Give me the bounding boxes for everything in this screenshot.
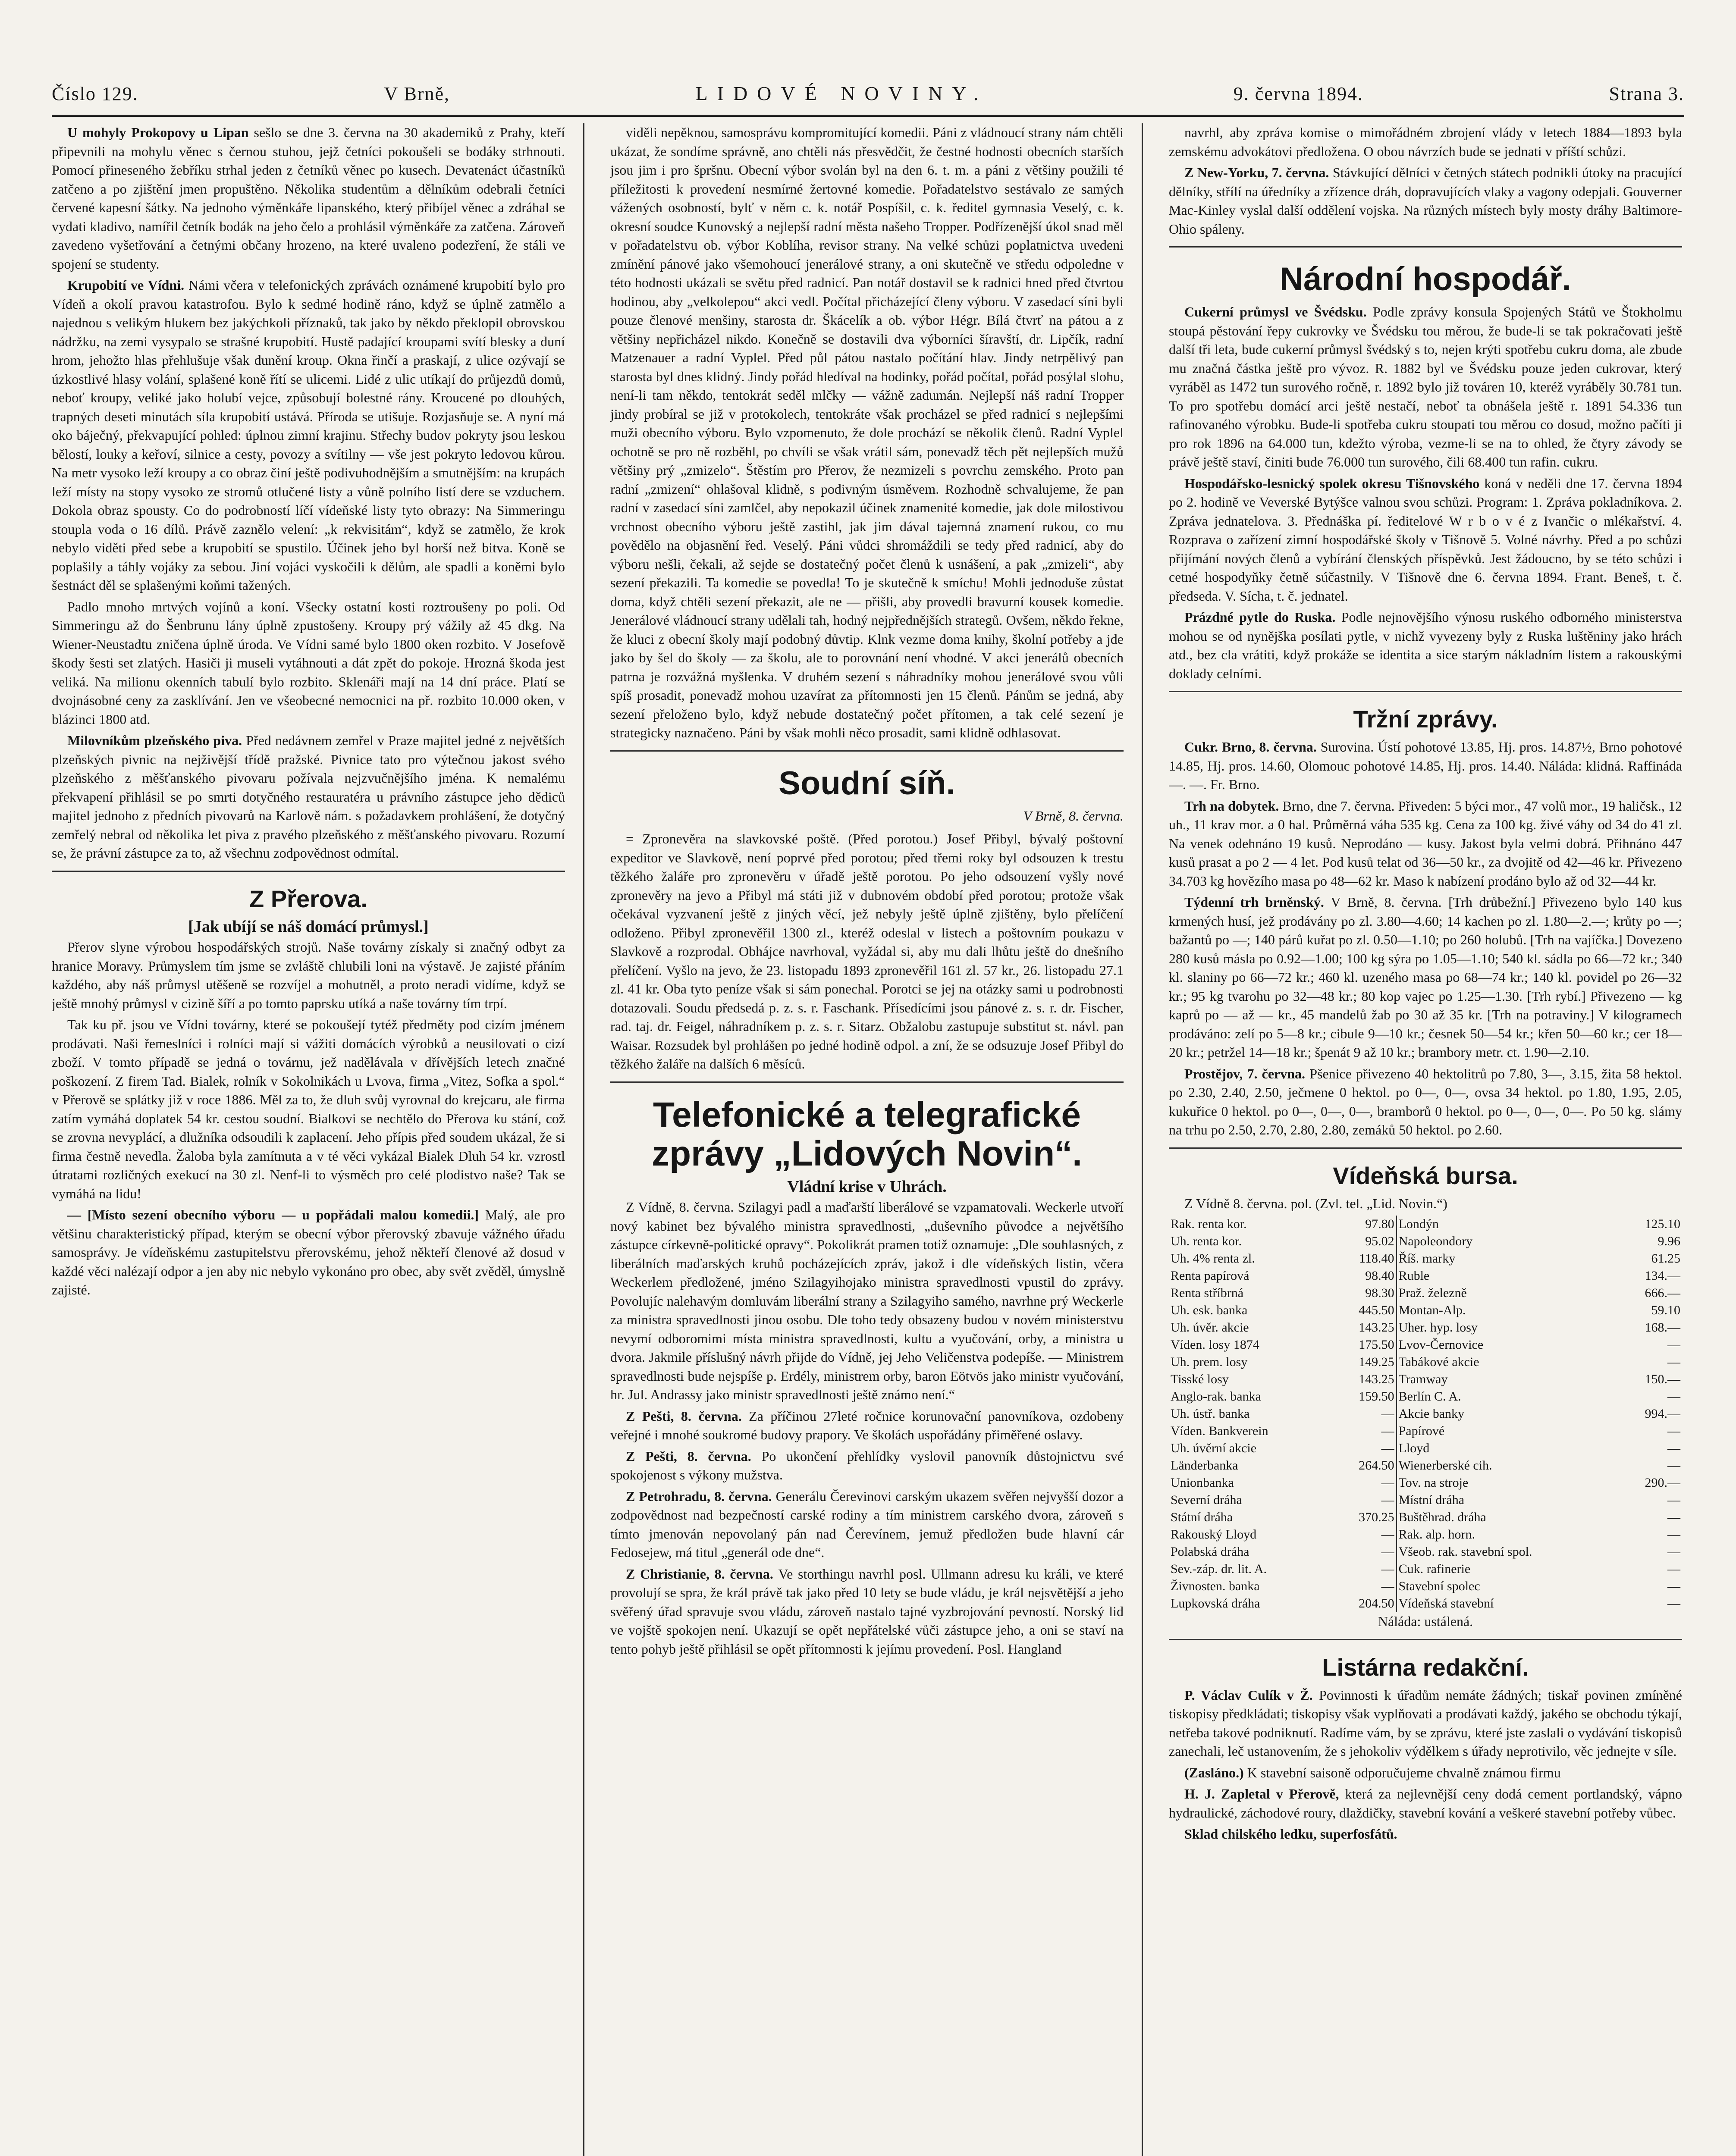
bursa-value: 994.— — [1645, 1407, 1680, 1421]
bursa-value: — — [1667, 1355, 1680, 1369]
section-rule — [1169, 1147, 1682, 1149]
article-paragraph: Krupobití ve Vídni. Námi včera v telefonických zprávách oznámené krupobití bylo pro Vídeň a okolí pravou katastrofou. Bylo k sedmé hodině ráno, když se úplně zatmělo a najednou s velikým hlukem bez jakýchkoli příznaků, tak jako by někdo překlopil obrovskou nádržku, na zemi vysypalo se strašné krupobití. Hustě padající kroupami svítí blesky a duní hrom, jehožto hlas přehlušuje však dunění kroup. Okna řinčí a praskají, z ulice ozývají se úzkostlivé hlasy volání, splašené koně řítí se ulicemi. Lidé z ulic utíkají do průjezdů domů, neboť kroupy, veliké jako holubí vejce, způsobují bolestné rány. Kroucené po dlouhých, trapných deseti minutách síla krupobití ustává. Příroda se utišuje. Rozjasňuje se. A nyní má oko báječný, překvapující pohled: úplnou zimní krajinu. Střechy budov pokryty jsou leskou bělostí, louky a keřoví, silnice a cesty, povozy a svítilny — vše jest pokryto ledovou kůrou. Na metr vysoko leží kroupy a co obraz činí ještě podivuhodnějším a smutnějším: na krupách leží místy na stopy vysoko ze stromů otlučené listy a vůně polního listí dere se vzduchem. Dokola obraz spousty. Co do podrobností líčí vídeňské listy tyto obrazy: Na Simmeringu stoupla voda o 16 dílů. Právě zaznělo velení: „k rekvisitám“, když se zatmělo, že krok nebylo viděti před sebe a krupobití se spustilo. Účinek jeho byl horší než bitva. Koně se poplašily a táhly vojáky za sebou. Jiní vojáci vyskočili k dělům, ale spadli a koněmi bylo šestnáct děl se splašenými koňmi tažených. — [52, 277, 565, 593]
article-paragraph: Prostějov, 7. června. Pšenice přivezeno 40 hektolitrů po 7.80, 3—, 3.15, žita 58 hektol. po 2.30, 2.40, 2.50, ječmene 0 hektol. po 0—, 0—, ovsa 34 hektol. po 1.80, 1.95, 2.05, kukuřice 0 hektol. po 0—, 0—, 0—, bramborů 0 hektol. po 0—, 0—, 0—. Po 50 kg. slámy na trhu po 2.50, 2.70, 2.80, 2.80, zemáků 50 hektol. po 2.60. — [1169, 1065, 1682, 1138]
column-divider — [1142, 123, 1143, 2156]
bursa-row — [1169, 1233, 1682, 1250]
bursa-name: Státní dráha — [1171, 1510, 1233, 1524]
section-rule — [1169, 691, 1682, 692]
bursa-row — [1169, 1492, 1682, 1509]
bursa-value: — — [1667, 1458, 1680, 1473]
article-lead: Z Christianie, 8. června. — [626, 1566, 779, 1582]
bursa-row — [1169, 1405, 1682, 1423]
masthead — [52, 82, 1684, 112]
bursa-value: — — [1333, 1561, 1397, 1578]
section-subheading: Vládní krise v Uhrách. — [787, 1177, 947, 1196]
bursa-name: Akcie banky — [1398, 1407, 1465, 1421]
article-paragraph: H. J. Zapletal v Přerově, která za nejlevnější ceny dodá cement portlandský, vápno hydraulické, záchodové roury, dlaždičky, stavební kování a veškeré stavební potřeby vůbec. — [1169, 1786, 1682, 1821]
bursa-name: Unionbanka — [1171, 1476, 1234, 1490]
dateline: V Brně, 8. června. — [1023, 808, 1124, 824]
bursa-row — [1169, 1578, 1682, 1595]
bursa-name: Rak. alp. horn. — [1398, 1527, 1475, 1542]
bursa-name: Vídeňská stavební — [1398, 1596, 1494, 1611]
article-lead: Trh na dobytek. — [1184, 798, 1283, 814]
article-lead: U mohyly Prokopovy u Lipan — [67, 125, 254, 140]
article-paragraph: P. Václav Culík v Ž. Povinnosti k úřadům nemáte žádných; tiskař povinen zmíněné tiskopisy předkládati; tiskopisy však vyplňovati a prodávati každý, jakého se obchodu týkají, netřeba takové podniknutí. Radíme vám, by se zprávu, které jste zaslali o vydávání tiskopisů zanechali, leč ustanovením, že s jehokoliv výdělkem s úřady neprotivilo, věc jednejte v síle. — [1169, 1687, 1682, 1759]
article-paragraph: Z Pešti, 8. června. Po ukončení přehlídky vyslovil panovník důstojnictvu své spokojenost s výkony mužstva. — [610, 1448, 1124, 1482]
bursa-name: Buštěhrad. dráha — [1398, 1510, 1486, 1524]
article-paragraph: Milovníkům plzeňského piva. Před nedávnem zemřel v Praze majitel jedné z největších plzeňských pivnic na nejživější třídě pražské. Pivnice tato pro výtečnou jakost svého plzeňského z měšťanského pivovaru požívala nejzvučnějšího jména. K nemalému překvapení přihlásil se po smrti dotyčného restauratéra u právního zástupce jeho dědiců majitel jednoho z předních pivovarů na Karlově nám. s požadavkem prohlášení, že dotyčný zemřelý nebral od několika let piva z pravého plzeňského z měšťanského pivovaru. Rozumí se, že právní zástupce za to, až všechnu zodpovědnost odmítal. — [52, 733, 565, 861]
bursa-row — [1169, 1285, 1682, 1302]
bursa-name: Länderbanka — [1171, 1458, 1238, 1473]
bursa-name: Rakouský Lloyd — [1171, 1527, 1257, 1542]
bursa-name: Uh. prem. losy — [1171, 1355, 1248, 1369]
article-lead: Cukerní průmysl ve Švédsku. — [1184, 304, 1373, 320]
bursa-value: — — [1667, 1510, 1680, 1524]
article-paragraph: Přerov slyne výrobou hospodářských strojů. Naše továrny získaly si značný odbyt za hranice Moravy. Průmyslem tím jsme se zvláště chlubili loni na výstavě. Je zajisté přáním každého, aby náš průmysl utěšeně se rozvíjel a mohutněl, a proto neradi vidíme, když se ještě mnohý průmysl v cizině šíří a po tomto paprsku utíká a naše továrny tím trpí. — [52, 939, 565, 1011]
header-rule — [52, 115, 1684, 117]
section-heading: Vídeňská bursa. — [1333, 1162, 1518, 1189]
bursa-name: Tramway — [1398, 1372, 1448, 1386]
section-rule — [610, 750, 1124, 752]
article-paragraph: Prázdné pytle do Ruska. Podle nejnovějšího výnosu ruského odborného ministerstva mohou se od nynějška posílati pytle, v nichž vyvezeny byly z Ruska luštěniny jako hrách atd., bez cla vrátiti, když prokáže se identita a sice starým nákladním listem a rakouskými doklady celními. — [1169, 609, 1682, 681]
bursa-name: Tov. na stroje — [1398, 1476, 1469, 1490]
section-subheading: [Jak ubíjí se náš domácí průmysl.] — [188, 917, 429, 936]
section-rule — [610, 1081, 1124, 1083]
article-lead: H. J. Zapletal v Přerově, — [1184, 1786, 1345, 1802]
bursa-name: Cuk. rafinerie — [1398, 1562, 1471, 1576]
bursa-name: Víden. Bankverein — [1171, 1424, 1268, 1438]
article-paragraph: Padlo mnoho mrtvých vojínů a koní. Všecky ostatní kosti roztroušeny po poli. Od Simmeringu až do Šenbrunu lány úplně zpustošeny. Kroupy prý vážily až 45 dkg. Na Wiener-Neustadtu zničena úplně úroda. Ve Vídni samé bylo 1800 oken rozbito. V Josefově škody šesti set zlatých. Hasiči ji museli vytáhnouti a dát zpět do pokoje. Hrozná škoda jest veliká. Na milionu okenních tabulí bylo rozbito. Sklenáři mají na 14 dní práce. Platí se dvojnásobné ceny za zasklívání. Jen ve všeobecné nemocnici na př. rozbito 10.000 oken, v blázinci 1800 atd. — [52, 599, 565, 727]
bursa-value: 59.10 — [1651, 1303, 1680, 1317]
bursa-name: Sev.-záp. dr. lit. A. — [1171, 1562, 1267, 1576]
bursa-name: Renta papírová — [1171, 1269, 1249, 1283]
article-lead: Prázdné pytle do Ruska. — [1184, 609, 1341, 625]
bursa-name: Montan-Alp. — [1398, 1303, 1466, 1317]
article-paragraph: = Zpronevěra na slavkovské poště. (Před porotou.) Josef Přibyl, bývalý poštovní expeditor ve Slavkově, není poprvé před porotou; před třemi roky byl odsouzen k trestu těžkého žaláře pro zpronevěru v úřadě ještě porotou. Po jeho odsouzení vyšly nové zpronevěry na jevo a Přibyl má státi již v dubnovém období před porotou; protože však očekával vyzvanení ještě z jiných věcí, jež nebyly ještě úplně zjištěny, bylo přelíčení odloženo. Přibyl zpronevěřil 1300 zl., kteréž odeslal v listech a poštovním poukazu v Slavkově a rozprodal. Obhájce navrhoval, vyžádal si, aby mu dali lhůtu ještě do dnešního přelíčení. Vyšlo na jevo, že 23. listopadu 1893 zpronevěřil 161 zl. 57 kr., 26. listopadu 27.1 zl. 41 kr. Oba tyto peníze však si sám ponechal. Porotci se jej na otázky sami u podrobnosti dotazovali. Soudu předsedá p. z. s. r. Faschank. Přísedícími jsou pánové z. s. r. dr. Fischer, rad. taj. dr. Feigel, náhradníkem p. z. s. r. Sitarz. Obžalobu zastupuje substitut st. návl. pan Waisar. Rozsudek byl prohlášen po jedné hodině odpol. a zní, že se odsuzuje Josef Přibyl do těžkého žaláře na dalších 6 měsíců. — [610, 831, 1124, 1072]
bursa-value: 98.40 — [1333, 1267, 1397, 1285]
article-lead: Krupobití ve Vídni. — [67, 277, 189, 293]
bursa-value: 175.50 — [1333, 1336, 1397, 1354]
bursa-value: 98.30 — [1333, 1285, 1397, 1302]
bursa-name: Berlín C. A. — [1398, 1389, 1461, 1404]
bursa-value: 290.— — [1645, 1476, 1680, 1490]
bursa-row — [1169, 1474, 1682, 1492]
bursa-row — [1169, 1319, 1682, 1336]
article-lead: Týdenní trh brněnský. — [1184, 894, 1331, 910]
bursa-value: 666.— — [1645, 1286, 1680, 1300]
article-paragraph: Z Pešti, 8. června. Za příčinou 27leté ročnice korunovační panovníkova, ozdobeny veřejné i mnohé soukromé budovy prapory. Ve školách uspořádány přiměřené oslavy. — [610, 1408, 1124, 1442]
bursa-value: 150.— — [1645, 1372, 1680, 1386]
bursa-value: — — [1333, 1526, 1397, 1543]
section-heading: Telefonické a telegrafické zprávy „Lidových Novin“. — [652, 1095, 1082, 1173]
bursa-name: Uh. úvěr. akcie — [1171, 1320, 1249, 1335]
bursa-name: Londýn — [1398, 1217, 1439, 1231]
bursa-value: — — [1667, 1545, 1680, 1559]
bursa-row — [1169, 1388, 1682, 1405]
bursa-row — [1169, 1302, 1682, 1319]
article-paragraph: Cukerní průmysl ve Švédsku. Podle zprávy konsula Spojených Států ve Štokholmu stoupá pěstování řepy cukrovky ve Švédsku tou měrou, že bude-li se tak pokračovati ještě další tři leta, bude cukerní průmysl švédský s to, nejen krýti spotřebu cukru doma, ale zbude mu značná částka ještě pro vývoz. R. 1882 byl ve Švédsku pouze jeden cukrovar, který vyráběl as 1472 tun surového ročně, r. 1892 bylo již továren 10, kteréž vyráběly 30.781 tun. To pro spotřebu domácí arci ještě nestačí, neboť ta obnášela ještě r. 1891 54.336 tun rafinovaného výrobku. Bude-li spotřeba cukru stoupati tou měrou co dosud, možno pačíti ji pro rok 1896 na 64.000 tun, kdežto výroba, vezme-li se na to ohled, že čtyry závody se právě ještě staví, činiti bude 76.000 tun surového, čili 68.400 tun rafin. cukru. — [1169, 304, 1682, 470]
article-paragraph: Z Vídně, 8. června. Szilagyi padl a maďarští liberálové se vzpamatovali. Weckerle utvoří nový kabinet bez bývalého ministra spravedlnosti, „duševního původce a největšího zástupce církevně-politické opravy“. Pokolikrát pramen totiž oznamuje: „Dle souhlasných, z liberálních maďarských kruhů pocházejících zpráv, jakož i dle vídeňských listin, včera Weckerlem předložené, jméno Szilagyihojako ministra spravedlnosti vpustil do zprávy. Povolujíc nalehavým domluvám liberální strany a Szilagyiho samého, navrhne prý Weckerle za ministra spravedlnosti jinou osobu. Dle toho tedy obsazeny budou v novém ministerstvu nevymí odboromimi místa ministra spravedlnosti, kultu a vyučování, orby, a ministra u dvora. Jakmile příslušný návrh přijde do Vídně, jej Jeho Veličenstva podepíše. — Ministrem spravedlnosti bude nejspíše p. Erdély, ministrem orby, baron Eötvös jako ministr vyučování, hr. Jul. Andrassy jako ministr spravedlnosti ještě známo není.“ — [610, 1199, 1124, 1402]
column-divider — [583, 123, 584, 2156]
bursa-name: Renta stříbrná — [1171, 1286, 1244, 1300]
bursa-name: Rak. renta kor. — [1171, 1217, 1247, 1231]
issue-date: 9. června 1894. — [1233, 83, 1363, 104]
bursa-row — [1169, 1216, 1682, 1233]
bursa-row — [1169, 1354, 1682, 1371]
bursa-name: Víden. losy 1874 — [1171, 1338, 1259, 1352]
article-lead: — [Místo sezení obecního výboru — u popřádali malou komedii.] — [67, 1207, 485, 1222]
bursa-row — [1169, 1543, 1682, 1561]
bursa-name: Říš. marky — [1398, 1251, 1456, 1266]
section-heading: Soudní síň. — [779, 765, 955, 802]
bursa-name: Místní dráha — [1398, 1493, 1465, 1507]
article-lead: P. Václav Culík v Ž. — [1184, 1687, 1319, 1703]
bursa-value: — — [1667, 1527, 1680, 1542]
article-lead: Z Pešti, 8. června. — [626, 1408, 749, 1424]
article-paragraph: Týdenní trh brněnský. V Brně, 8. června. [Trh drůbežní.] Přivezeno bylo 140 kus krmených husí, jež prodávány po zl. 3.80—4.60; 14 kachen po zl. 1.80—2.—; krůty po —; bažantů po —; 140 párů kuřat po zl. 0.50—1.10; po 260 holubů. [Trh na vajíčka.] Dovezeno 280 kusů másla po 0.92—1.00; 100 kg sýra po 1.05—1.10; 540 kl. sádla po 66—72 kr.; 340 kl. slaniny po 66—72 kr.; 460 kl. uzeného masa po 68—74 kr.; 140 kl. povidel po 26—32 kr.; 95 kg tvarohu po 32—48 kr.; 80 kop vajec po 1.25—1.30. [Trh rybí.] Přivezeno — kg kaprů po — až — kr., 45 mandelů žab po 30 až 35 kr. [Trh na potraviny.] V kilogramech prodáváno: zelí po 5—8 kr.; cibule 9—10 kr.; česnek 50—54 kr.; křen 50—60 kr.; cer 18—20 kr.; petržel 14—18 kr.; špenát 9 až 10 kr.; brambory metr. ct. 1.90—2.10. — [1169, 894, 1682, 1060]
bursa-name: Tisské losy — [1171, 1372, 1229, 1386]
bursa-value: — — [1333, 1543, 1397, 1561]
bursa-name: Lloyd — [1398, 1441, 1430, 1455]
article-paragraph: — [Místo sezení obecního výboru — u popřádali malou komedii.] Malý, ale pro většinu charakteristický případ, kterým se obecní výbor přerovský zbavuje vážného úřadu samosprávy. Je vídeňskému zastupitelstvu přerovskému, jehož někteří členové až dosud v každé věci nalézají odpor a jen aby nic nebylo vykonáno pro obec, aby svět zvěděl, úmyslně zajisté. — [52, 1207, 565, 1297]
article-paragraph: Z New-Yorku, 7. června. Stávkující dělníci v četných státech podnikli útoky na pracující dělníky, střílí na úředníky a zřízence dráh, dopravujících vlaky a vagony odepjali. Gouverner Mac-Kinley vyslal další oddělení vojska. Na různých místech byly mosty dráhy Baltimore-Ohio spáleny. — [1169, 165, 1682, 237]
bursa-row — [1169, 1250, 1682, 1267]
bursa-value: — — [1333, 1405, 1397, 1423]
bursa-name: Papírové — [1398, 1424, 1445, 1438]
bursa-value: 168.— — [1645, 1320, 1680, 1335]
column-2 — [610, 123, 1124, 2156]
bursa-value: 61.25 — [1651, 1251, 1680, 1266]
bursa-value: 118.40 — [1333, 1250, 1397, 1267]
article-paragraph: Tak ku př. jsou ve Vídni továrny, které se pokoušejí tytéž předměty pod cizím jménem prodávati. Naši řemeslníci i rolníci mají si vážiti domácích výrobků a neusilovati o cizí zboží. V tomto případě se jedná o továrnu, jež nadělávala v dřívějších letech značné poškození. Z firem Tad. Bialek, rolník v Sokolnikách u Lvova, firma „Vitez, Sofka a spol.“ v Přerově se splátky již v roce 1886. Měl za to, že dluh svůj vyrovnal do krejcaru, ale firma zatím vymáhá doplatek 54 kr. cestou soudní. Bialkovi se nechtělo do Přerova ku stání, což se zrovna nevyplácí, a dlužníka odsoudili k zaplacení. Jeho přípis před soudem ukázal, že si firma čestně nevedla. Žaloba byla zamítnuta a v té věci vykázal Bialek Dluh 54 kr. vzrostl útratami rozličných exekucí na 30 zl. Nenf-li to výsměch pro celé plodistvo naše? Tak se vymáhá na lidu! — [52, 1017, 565, 1201]
bursa-name: Všeob. rak. stavební spol. — [1398, 1545, 1532, 1559]
bursa-name: Lupkovská dráha — [1171, 1596, 1260, 1611]
article-lead: Z Pešti, 8. června. — [626, 1448, 762, 1464]
bursa-name: Stavební spolec — [1398, 1579, 1480, 1593]
section-heading: Národní hospodář. — [1280, 261, 1571, 298]
bursa-name: Tabákové akcie — [1398, 1355, 1479, 1369]
bursa-value: 264.50 — [1333, 1457, 1397, 1474]
section-rule — [1169, 1639, 1682, 1640]
page-number: Strana 3. — [1609, 83, 1684, 104]
article-lead: Milovníkům plzeňského piva. — [67, 733, 246, 748]
bursa-value: — — [1667, 1596, 1680, 1611]
article-paragraph: Trh na dobytek. Brno, dne 7. června. Přiveden: 5 býci mor., 47 volů mor., 19 haličsk., 12 uh., 11 krav mor. a 0 hal. Průměrná váha 535 kg. Cena za 100 kg. živé váhy od 34 do 41 zl. Na venek odehnáno 19 kusů. Neprodáno — kusy. Jakost byla velmi dobrá. Přihnáno 447 kusů prasat a po 2 — 4 let. Pod kusů telat od 36—50 kr., za dvojitě od 42—46 kr. Přivezeno 34.703 kg hovězího masa po 48—62 kr. Maso k nabízení prodáno bylo až od 32—44 kr. — [1169, 798, 1682, 889]
bursa-value: 143.25 — [1333, 1319, 1397, 1336]
bursa-value: 204.50 — [1333, 1595, 1397, 1612]
bursa-row — [1169, 1526, 1682, 1543]
bursa-value: — — [1667, 1441, 1680, 1455]
bursa-value: — — [1667, 1424, 1680, 1438]
bursa-value: — — [1667, 1493, 1680, 1507]
article-paragraph: Z Christianie, 8. června. Ve storthingu navrhl posl. Ullmann adresu ku králi, ve které provolují se spra, že král právě tak jako před 10 lety se bude vládu, je král nejsvětější a jeho svěřený úřad spravuje svou vládu, zároveň nastalo tajné vyzbrojování pevností. Norský lid ve vojště spokojen není. Ukazují se opět nepřátelské vůči zástupce jeho, a oni se staví na tento pohyb ještě přihlásil se opět přítomnosti k jejímu provedení. Posl. Hangland — [610, 1566, 1124, 1657]
bursa-value: — — [1333, 1474, 1397, 1492]
bursa-name: Anglo-rak. banka — [1171, 1389, 1261, 1404]
bursa-value: — — [1333, 1423, 1397, 1440]
bursa-name: Wienerberské cih. — [1398, 1458, 1492, 1473]
article-paragraph: Cukr. Brno, 8. června. Surovina. Ústí pohotové 13.85, Hj. pros. 14.87½, Brno pohotové 14.85, Hj. pros. 14.60, Olomouc pohotové 14.85, Hj. pros. 14.40. Náláda: klidná. Raffináda —. —. Fr. Brno. — [1169, 739, 1682, 792]
bursa-value: — — [1333, 1440, 1397, 1457]
bursa-name: Napoleondory — [1398, 1234, 1473, 1248]
bursa-row — [1169, 1267, 1682, 1285]
newspaper-title: LIDOVÉ NOVINY. — [695, 82, 988, 104]
bursa-value: 445.50 — [1333, 1302, 1397, 1319]
bursa-name: Uh. ústř. banka — [1171, 1407, 1250, 1421]
article-lead: (Zasláno.) — [1184, 1764, 1247, 1780]
bursa-name: Živnosten. banka — [1171, 1579, 1260, 1593]
bursa-row — [1169, 1371, 1682, 1388]
section-heading: Listárna redakční. — [1322, 1653, 1529, 1681]
bursa-row — [1169, 1509, 1682, 1526]
bursa-name: Ruble — [1398, 1269, 1430, 1283]
bursa-mood: Náláda: ustálená. — [1378, 1614, 1473, 1629]
bursa-name: Polabská dráha — [1171, 1545, 1249, 1559]
section-heading: Tržní zprávy. — [1353, 705, 1498, 733]
bursa-value: 97.80 — [1333, 1216, 1397, 1233]
column-3 — [1169, 123, 1682, 2156]
bursa-row — [1169, 1440, 1682, 1457]
bursa-value: 149.25 — [1333, 1354, 1397, 1371]
bursa-name: Praž. železně — [1398, 1286, 1467, 1300]
article-paragraph: U mohyly Prokopovy u Lipan sešlo se dne 3. června na 30 akademiků z Prahy, kteří připevnili na mohylu věnec s černou stuhou, jejž četníci pokoušeli se bodáky strhnouti. Pomocí přineseného žebříku strhal jeden z četníků věnec po kusech. Devatenáct účastníků zatčeno a po zjištění jmen propuštěno. Několika studentům a dělníkům odebrali četníci červené kapesní šátky. Na jednoho výměnkáře lipanského, který přibíjel věnec a zdráhal se vydati kladivo, namířil četník bodák na jeho čelo a prohlásil výměnkáře za zatčena. Zároveň zavedeno vyšetřování a četnými občany hrozeno, na které uvaleno podezření, že stáli ve spojení se studenty. — [52, 125, 565, 272]
article-lead: Prostějov, 7. června. — [1184, 1065, 1310, 1081]
article-lead: Z Petrohradu, 8. června. — [626, 1488, 776, 1504]
bursa-name: Uh. 4% renta zl. — [1171, 1251, 1255, 1266]
bursa-value: — — [1667, 1562, 1680, 1576]
bursa-value: 143.25 — [1333, 1371, 1397, 1388]
bursa-name: Uher. hyp. losy — [1398, 1320, 1478, 1335]
bursa-name: Uh. úvěrní akcie — [1171, 1441, 1257, 1455]
bursa-value: — — [1333, 1492, 1397, 1509]
section-heading: Z Přerova. — [249, 885, 367, 912]
bursa-value: 125.10 — [1645, 1217, 1680, 1231]
issue-number: Číslo 129. — [52, 83, 138, 104]
bursa-table — [1169, 1216, 1682, 1612]
section-rule — [52, 871, 565, 872]
article-paragraph: viděli nepěknou, samosprávu kompromitující komedii. Páni z vládnoucí strany nám chtěli ukázat, že sondíme správně, ano chtěli nás přesvědčit, že čestné hodnosti obecních starších jsou jim i pro špršnu. Obecní výbor svolán byl na den 6. t. m. a páni z většiny použili té příležitosti k provedení nesmírné žertovné komedie. Pořadatelstvo sestávalo ze samých vážených osobností, bylť v něm c. k. notář Pospíšil, c. k. ředitel gymnasia Veselý, c. k. okresní soudce Kunovský a nejlepší radní města našeho Tropper. Podřízenější úkol snad měl v pořadatelstvu ob. výbor Koblíha, revisor strany. Na velké schůzi poplatnictva uvedeni zmínění pánové jako všemohoucí jenerálové strany, a oni skutečně ve středu odpoledne v této hodnosti ukázali se světu před radnicí. Pan notář dostavil se k radnici hned před čtvrtou hodinou, aby „velkolepou“ akci vedl. Počítal přicházející členy výboru. V zasedací síni byli pouze členové menšiny, starosta dr. Škácelík a ob. výbor Hégr. Bílá čtvrť na pátou a z většiny nepřicházel nikdo. Konečně se dostavili dva výborníci šíravští, dr. Lipčík, radní Matzenauer a radní Vyplel. Před půl pátou nastalo počítání hlav. Jindy netrpělivý pan starosta byl dnes klidný. Jindy pořád hledíval na hodinky, pořád počítal, pořád posýlal slohu, není-li tam někdo, tentokrát seděl mlčky — vážně zadumán. Nejlepší náš radní Tropper jindy probíral se již v protokolech, tentokráte však procházel se před radnicí s nejlepšími muži obecního výboru. Bylo vzpomenuto, že dole prochází se několik členů. Radní Vyplel ochotně se pro ně rozběhl, po chvíli se však vrátil sám, ponevadž těch pět nejlepších mužů většiny prý „zmizelo“. Štěstím pro Přerov, že nezmizeli s povrchu zemského. Proto pan radní „zmizení“ ohlašoval klidně, s podivným úsměvem. Rozhodně schvalujeme, že pan radní v zasedací síni zamlčel, aby nepokazil účinek znamenité komedie, jak dole milostivou vrchnost obecního výboru ještě zastihl, jak jim dával tajemná znamení rukou, co mu povědělo na objasnění řed. Veselý. Páni vůdci shromáždili se tedy před radnicí, aby do výboru nešli, čekali, až sejde se dostatečný počet členů k usnášení, a pak „zmizeli“, aby sezení překazili. Ta komedie se povedla! To je skutečně k smíchu! Mohli jednoduše zůstat doma, když chtěli sezení překazit, ale ne — přišli, aby provedli bravurní kousek komedie. Jenerálové vládnoucí strany udělali tah, hodný nejpřednějších strategů. Ovšem, někdo řekne, že kluci z obecní školy mají podobný důvtip. Klnk vezme doma knihy, školní potřeby a jde jako by šel do školy — za školu, ale to porovnání není vhodné. V akci jenerálů obecních patrna je rozvážná myšlenka. V druhém sezení s náhradníky mohou jenerálové svou vůli spíš prosadit, ponevadž mohou uzavírat za přítomnosti jen 15 členů. Pánům se jedná, aby sezení přeloženo bylo, když nebude dostatečný počet přítomen, a tak celé sezení je strategicky naznačeno. Páni by však mohli něco prosadit, sami klidně odhlasovat. — [610, 125, 1124, 740]
article-paragraph — [1169, 1825, 1682, 1844]
article-paragraph: Z Vídně 8. června. pol. (Zvl. tel. „Lid. Novin.“) — [1184, 1195, 1447, 1211]
bursa-name: Severní dráha — [1171, 1493, 1242, 1507]
bursa-value: 370.25 — [1333, 1509, 1397, 1526]
article-paragraph: Z Petrohradu, 8. června. Generálu Čerevinovi carským ukazem svěřen nejvyšší dozor a zodpovědnost nad bezpečností carské rodiny a tím ministrem carského dvora, zároveň s tímto jmenován nepovolaný pán nad Čerevínem, jemuž předložen bude hlavní cár Fedosejew, má titul „generál ode dne“. — [610, 1488, 1124, 1560]
article-lead: Cukr. Brno, 8. června. — [1184, 739, 1321, 755]
bursa-name: Uh. esk. banka — [1171, 1303, 1248, 1317]
bursa-value: — — [1667, 1389, 1680, 1404]
bursa-value: — — [1667, 1579, 1680, 1593]
bursa-value: 159.50 — [1333, 1388, 1397, 1405]
bursa-row — [1169, 1595, 1682, 1612]
article-lead: Z New-Yorku, 7. června. — [1184, 165, 1333, 180]
bursa-value: 134.— — [1645, 1269, 1680, 1283]
bursa-row — [1169, 1423, 1682, 1440]
bursa-row — [1169, 1457, 1682, 1474]
article-lead: Sklad chilského ledku, superfosfátů. — [1184, 1826, 1397, 1842]
bursa-value: 95.02 — [1333, 1233, 1397, 1250]
bursa-value: — — [1667, 1338, 1680, 1352]
article-lead: Hospodářsko-lesnický spolek okresu Tišnovského — [1184, 475, 1485, 491]
article-paragraph: Hospodářsko-lesnický spolek okresu Tišnovského koná v neděli dne 17. června 1894 po 2. hodině ve Veverské Bytýšce valnou svou schůzi. Program: 1. Zpráva pokladníkova. 2. Zpráva jednatelova. 3. Přednáška pí. ředitelové W r b o v é z Ivančic o mlékařství. 4. Rozprava o zařízení zimní hospodářské školy v Tišnově 5. Volné návrhy. Před a po schůzi přijímání nových členů a vybírání členských příspěvků. Jest žádoucno, by se této schůzi i cetné hospodyňky četně súčastnily. V Tišnově dne 6. června 1894. Frant. Beneš, t. č. předseda. V. Sícha, t. č. jednatel. — [1169, 475, 1682, 604]
bursa-row — [1169, 1561, 1682, 1578]
section-rule — [1169, 246, 1682, 248]
bursa-row — [1169, 1336, 1682, 1354]
column-1 — [52, 123, 565, 2156]
bursa-name: Uh. renta kor. — [1171, 1234, 1242, 1248]
bursa-value: 9.96 — [1658, 1234, 1680, 1248]
article-paragraph: (Zasláno.) K stavební saisoně odporučujeme chvalně známou firmu — [1184, 1764, 1561, 1780]
bursa-name: Lvov-Černovice — [1398, 1338, 1484, 1352]
article-paragraph: navrhl, aby zpráva komise o mimořádném zbrojení vlády v letech 1884—1893 byla zemskému advokátovi předložena. O obou návrzích bude se jednati v příští schůzi. — [1169, 125, 1682, 159]
bursa-value: — — [1333, 1578, 1397, 1595]
city: V Brně, — [384, 83, 450, 104]
